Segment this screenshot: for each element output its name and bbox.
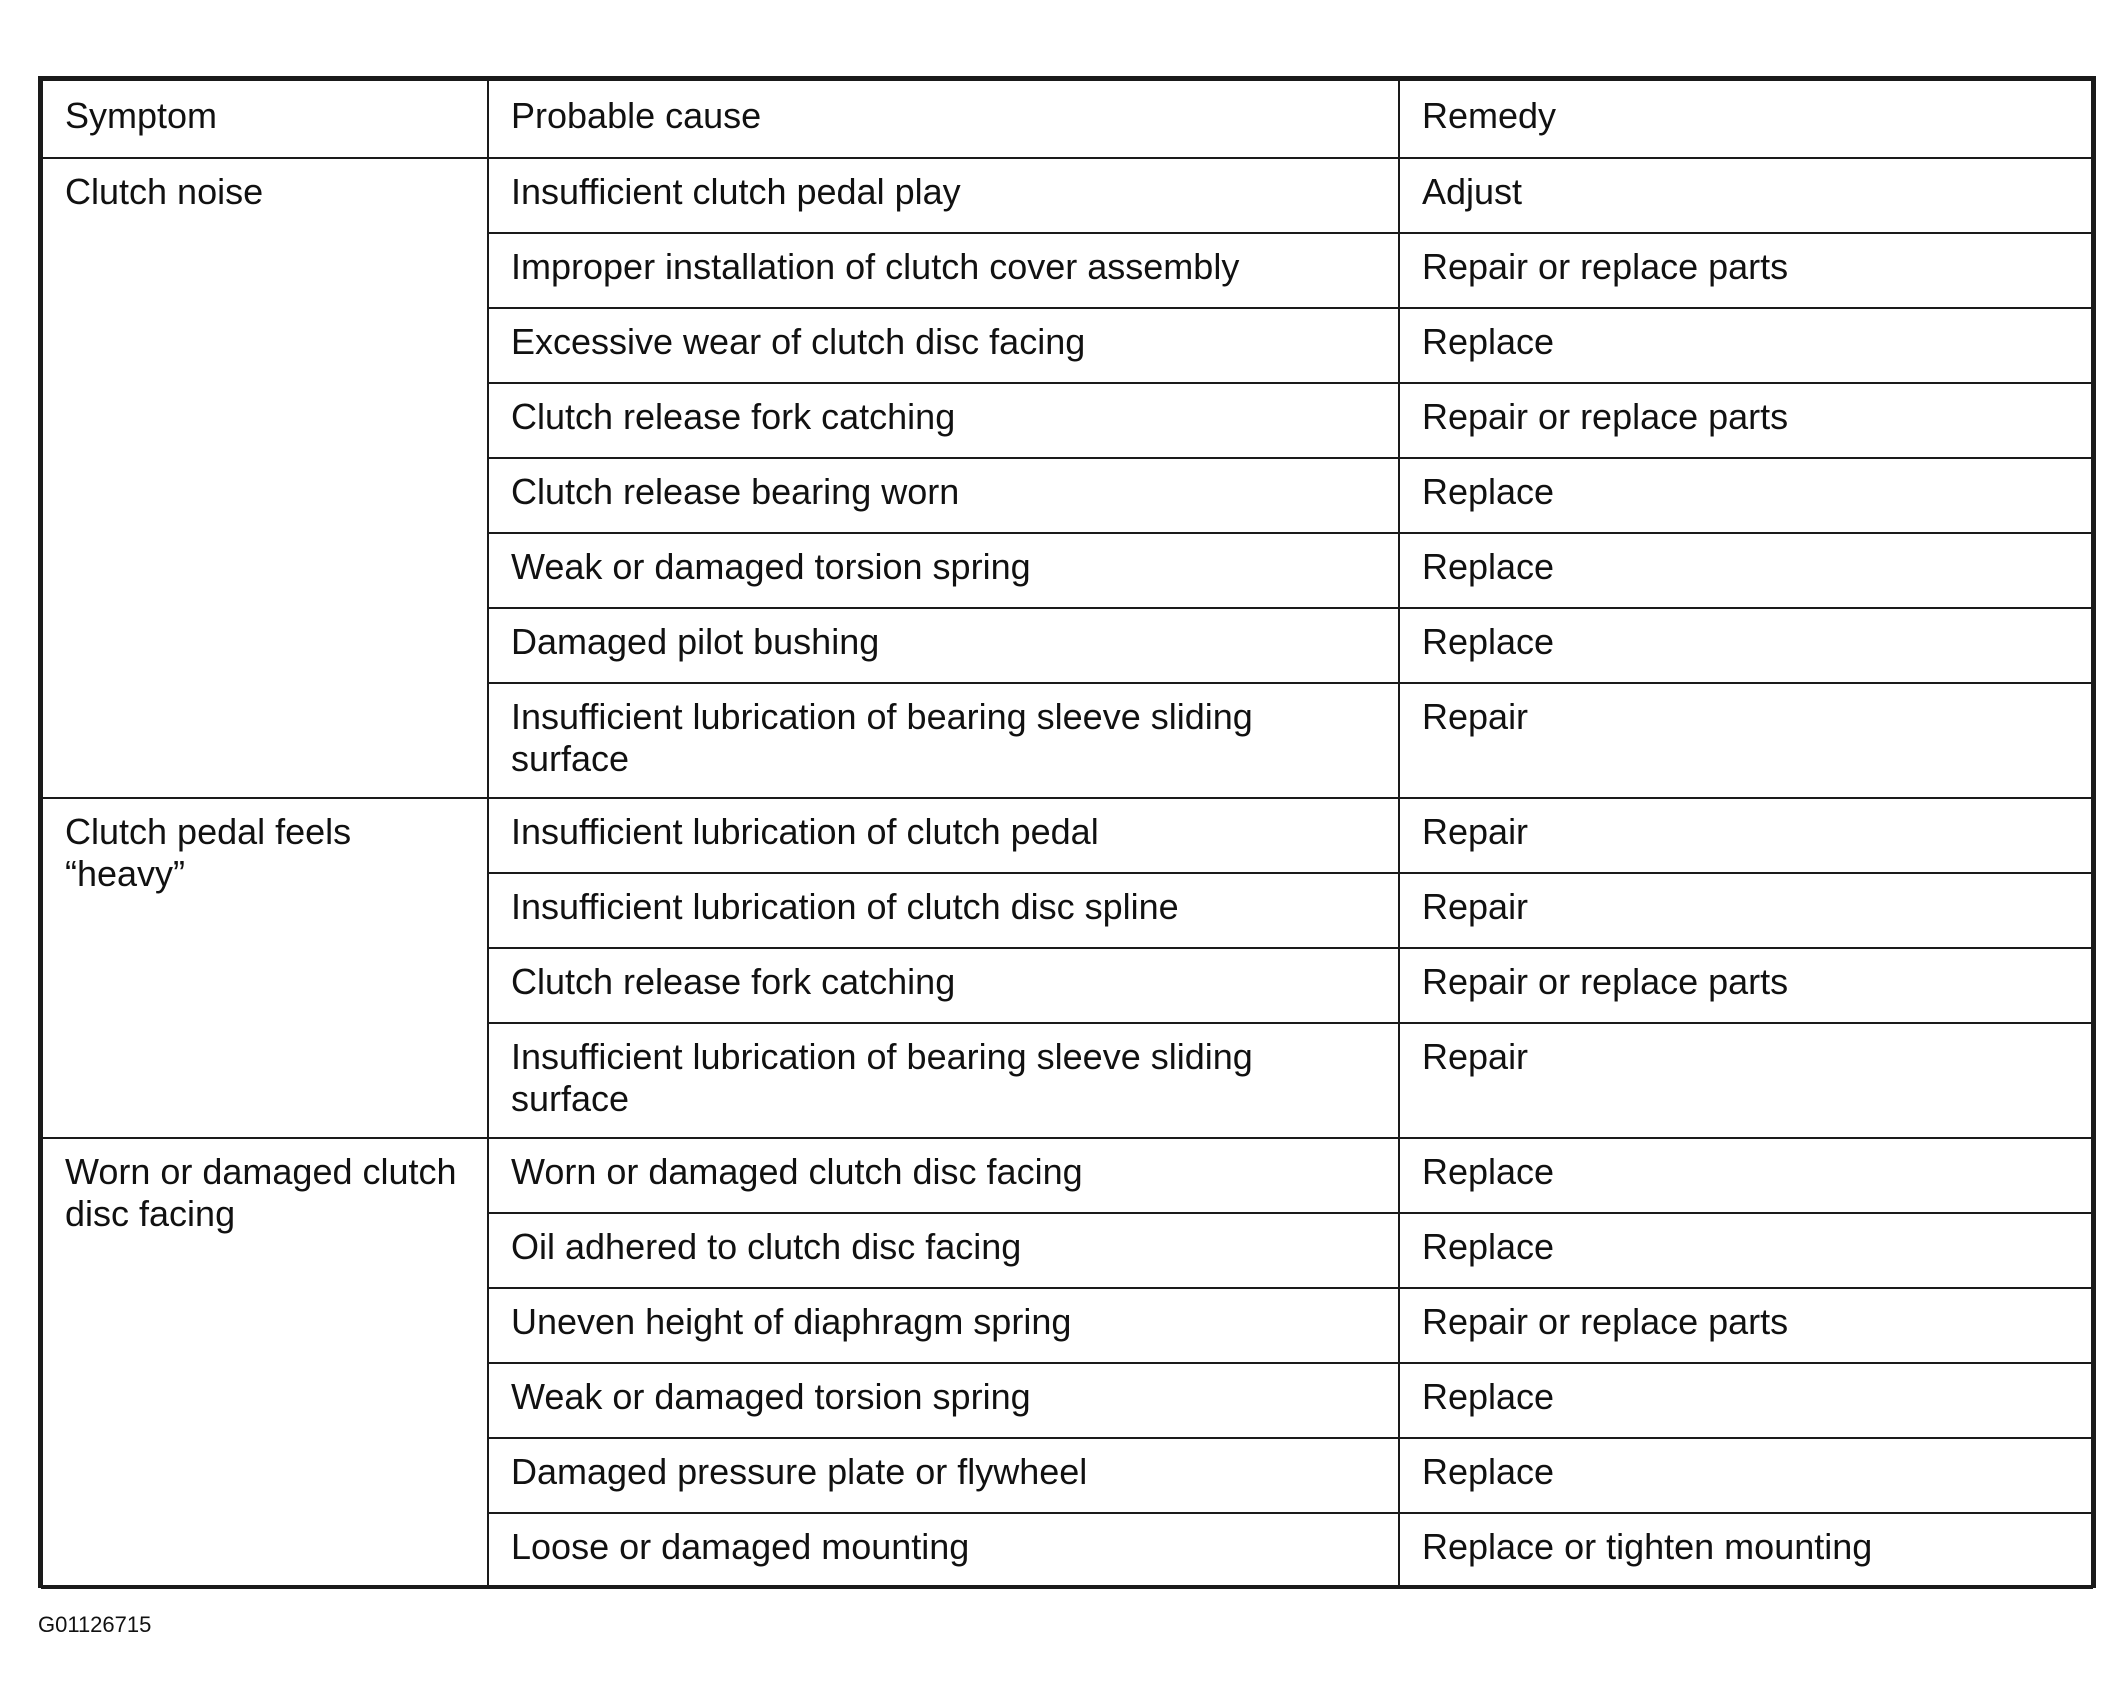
troubleshooting-table bbox=[38, 76, 2096, 1588]
cause-cell: Clutch release bearing worn bbox=[488, 458, 1399, 533]
cause-cell: Worn or damaged clutch disc facing bbox=[488, 1138, 1399, 1213]
cause-cell: Oil adhered to clutch disc facing bbox=[488, 1213, 1399, 1288]
remedy-cell: Replace bbox=[1399, 533, 2092, 608]
remedy-cell: Replace bbox=[1399, 458, 2092, 533]
remedy-cell: Repair or replace parts bbox=[1399, 233, 2092, 308]
symptom-cell: Clutch pedal feels “heavy” bbox=[42, 798, 488, 1138]
header-symptom: Symptom bbox=[42, 80, 488, 158]
remedy-cell: Replace bbox=[1399, 608, 2092, 683]
remedy-cell: Repair bbox=[1399, 683, 2092, 798]
remedy-cell: Replace bbox=[1399, 1213, 2092, 1288]
remedy-cell: Replace bbox=[1399, 308, 2092, 383]
cause-cell: Damaged pilot bushing bbox=[488, 608, 1399, 683]
cause-cell: Clutch release fork catching bbox=[488, 383, 1399, 458]
cause-cell: Weak or damaged torsion spring bbox=[488, 533, 1399, 608]
cause-cell: Loose or damaged mounting bbox=[488, 1513, 1399, 1588]
troubleshooting-grid bbox=[41, 79, 2093, 1589]
remedy-cell: Repair bbox=[1399, 873, 2092, 948]
remedy-cell: Replace bbox=[1399, 1138, 2092, 1213]
table-row bbox=[42, 158, 2092, 233]
header-remedy: Remedy bbox=[1399, 80, 2092, 158]
cause-cell: Insufficient lubrication of bearing sleeve sliding surface bbox=[488, 683, 1399, 798]
cause-cell: Excessive wear of clutch disc facing bbox=[488, 308, 1399, 383]
cause-cell: Insufficient lubrication of clutch pedal bbox=[488, 798, 1399, 873]
cause-cell: Damaged pressure plate or flywheel bbox=[488, 1438, 1399, 1513]
remedy-cell: Repair bbox=[1399, 1023, 2092, 1138]
symptom-cell: Clutch noise bbox=[42, 158, 488, 798]
cause-cell: Uneven height of diaphragm spring bbox=[488, 1288, 1399, 1363]
remedy-cell: Replace bbox=[1399, 1438, 2092, 1513]
header-row bbox=[42, 80, 2092, 158]
figure-id: G01126715 bbox=[38, 1612, 152, 1637]
remedy-cell: Repair or replace parts bbox=[1399, 383, 2092, 458]
cause-cell: Insufficient clutch pedal play bbox=[488, 158, 1399, 233]
remedy-cell: Repair or replace parts bbox=[1399, 948, 2092, 1023]
cause-cell: Insufficient lubrication of clutch disc spline bbox=[488, 873, 1399, 948]
table-row bbox=[42, 1138, 2092, 1213]
remedy-cell: Replace or tighten mounting bbox=[1399, 1513, 2092, 1588]
cause-cell: Weak or damaged torsion spring bbox=[488, 1363, 1399, 1438]
symptom-cell: Worn or damaged clutch disc facing bbox=[42, 1138, 488, 1588]
remedy-cell: Repair bbox=[1399, 798, 2092, 873]
cause-cell: Clutch release fork catching bbox=[488, 948, 1399, 1023]
remedy-cell: Replace bbox=[1399, 1363, 2092, 1438]
table-row bbox=[42, 798, 2092, 873]
remedy-cell: Adjust bbox=[1399, 158, 2092, 233]
remedy-cell: Repair or replace parts bbox=[1399, 1288, 2092, 1363]
cause-cell: Improper installation of clutch cover assembly bbox=[488, 233, 1399, 308]
header-probable-cause: Probable cause bbox=[488, 80, 1399, 158]
cause-cell: Insufficient lubrication of bearing sleeve sliding surface bbox=[488, 1023, 1399, 1138]
